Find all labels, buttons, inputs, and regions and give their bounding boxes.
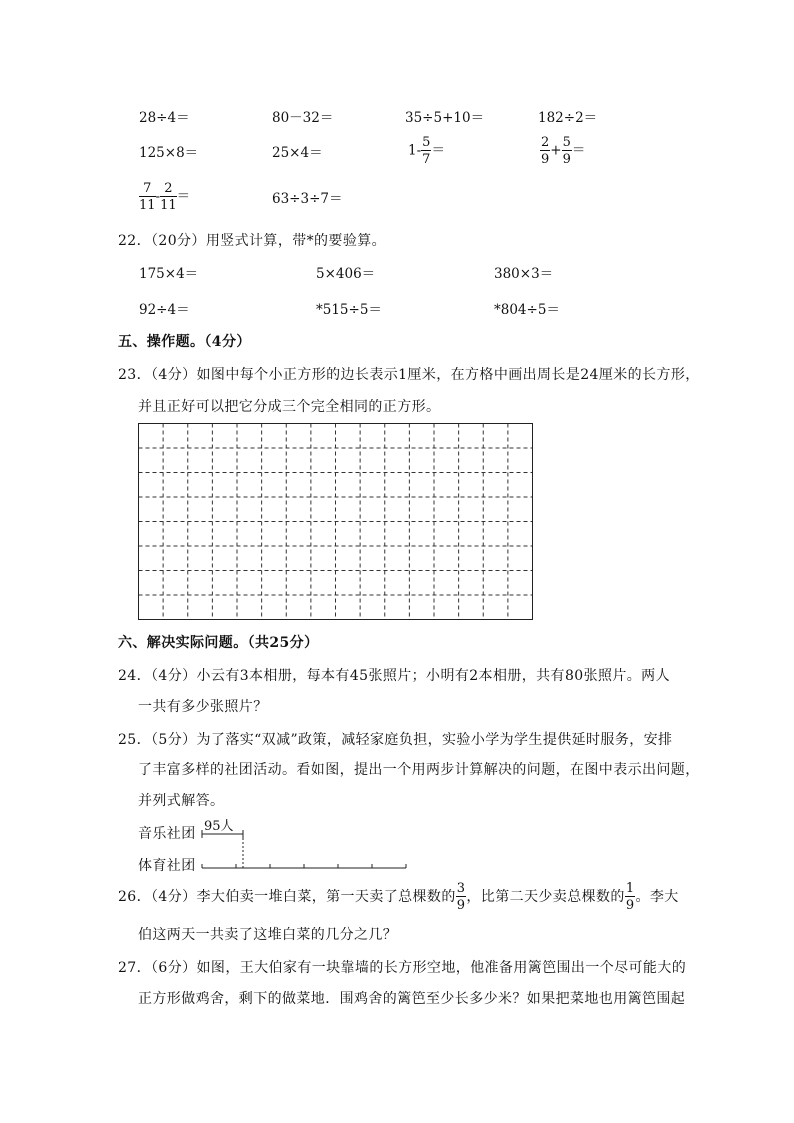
music-club-value: 95人 [204, 819, 234, 834]
denominator: 7 [422, 152, 431, 167]
section-title: 五、操作题。（4分） [118, 334, 251, 350]
text: ，比第二天少卖总棵数的 [466, 889, 625, 905]
question-23-line: 23．（4分）如图中每个小正方形的边长表示1厘米，在方格中画出周长是24厘米的长方形， [118, 367, 700, 383]
operator: - [416, 142, 422, 159]
question-26-line [118, 882, 679, 912]
section-title: 六、解决实际问题。（共25分） [118, 635, 319, 651]
calc-item: 25×4＝ [272, 145, 323, 161]
denominator: 9 [456, 898, 466, 913]
numerator: 1 [625, 881, 635, 896]
calc-item: 80－32＝ [272, 110, 334, 126]
calc-item: *515÷5＝ [316, 302, 382, 318]
calc-item: 28÷4＝ [139, 110, 190, 126]
numerator: 5 [562, 135, 571, 150]
question-27-line: 正方形做鸡舍，剩下的做菜地．围鸡舍的篱笆至少长多少米？如果把菜地也用篱笆围起 [138, 991, 686, 1007]
calc-item: 63÷3÷7＝ [272, 191, 343, 207]
fraction [456, 882, 467, 912]
question-23-line: 并且正好可以把它分成三个完全相同的正方形。 [138, 399, 441, 415]
numerator: 3 [456, 881, 466, 896]
calc-item: 92÷4＝ [139, 302, 190, 318]
music-club-label: 音乐社团 [138, 826, 196, 842]
denominator: 9 [625, 898, 635, 913]
calc-item: 5×406＝ [316, 266, 376, 282]
denominator: 9 [562, 152, 571, 167]
numerator: 7 [139, 182, 156, 197]
calc-item: 125×8＝ [139, 145, 199, 161]
question-25-line: 了丰富多样的社团活动。看如图，提出一个用两步计算解决的问题，在图中表示出问题， [138, 762, 700, 778]
denominator: 11 [139, 198, 156, 213]
question-25-line: 并列式解答。 [138, 793, 225, 809]
numerator: 2 [160, 182, 177, 197]
calc-item: *804÷5＝ [494, 302, 560, 318]
question-22: 22．（20分）用竖式计算，带*的要验算。 [118, 233, 387, 249]
text: 。李大 [635, 889, 679, 905]
question-25-line: 25．（5分）为了落实“双减”政策，减轻家庭负担，实验小学为学生提供延时服务，安排 [118, 732, 673, 748]
denominator: 11 [160, 198, 177, 213]
fraction [625, 882, 636, 912]
equals: ＝ [431, 142, 445, 159]
text: 26．（4分）李大伯卖一堆白菜，第一天卖了总棵数的 [118, 889, 456, 905]
calc-item: 380×3＝ [494, 266, 554, 282]
calc-item: 182÷2＝ [538, 110, 598, 126]
calc-item: 175×4＝ [139, 266, 199, 282]
numerator: 5 [422, 135, 431, 150]
operator: + [550, 142, 562, 159]
question-24-line: 24．（4分）小云有3本相册，每本有45张照片；小明有2本相册，共有80张照片。两人 [118, 668, 670, 684]
equals: ＝ [571, 142, 586, 159]
question-27-line: 27．（6分）如图，王大伯家有一块靠墙的长方形空地，他准备用篱笆围出一个尽可能大的 [118, 960, 687, 976]
sports-club-label: 体育社团 [138, 858, 196, 874]
operator: - [155, 188, 161, 205]
calc-item: 35÷5+10＝ [405, 110, 485, 126]
question-24-line: 一共有多少张照片？ [138, 699, 268, 715]
equals: ＝ [176, 188, 191, 205]
numerator: 2 [541, 135, 550, 150]
whole-number: 1 [408, 142, 417, 159]
question-26-line: 伯这两天一共卖了这堆白菜的几分之几？ [138, 927, 398, 943]
denominator: 9 [541, 152, 550, 167]
